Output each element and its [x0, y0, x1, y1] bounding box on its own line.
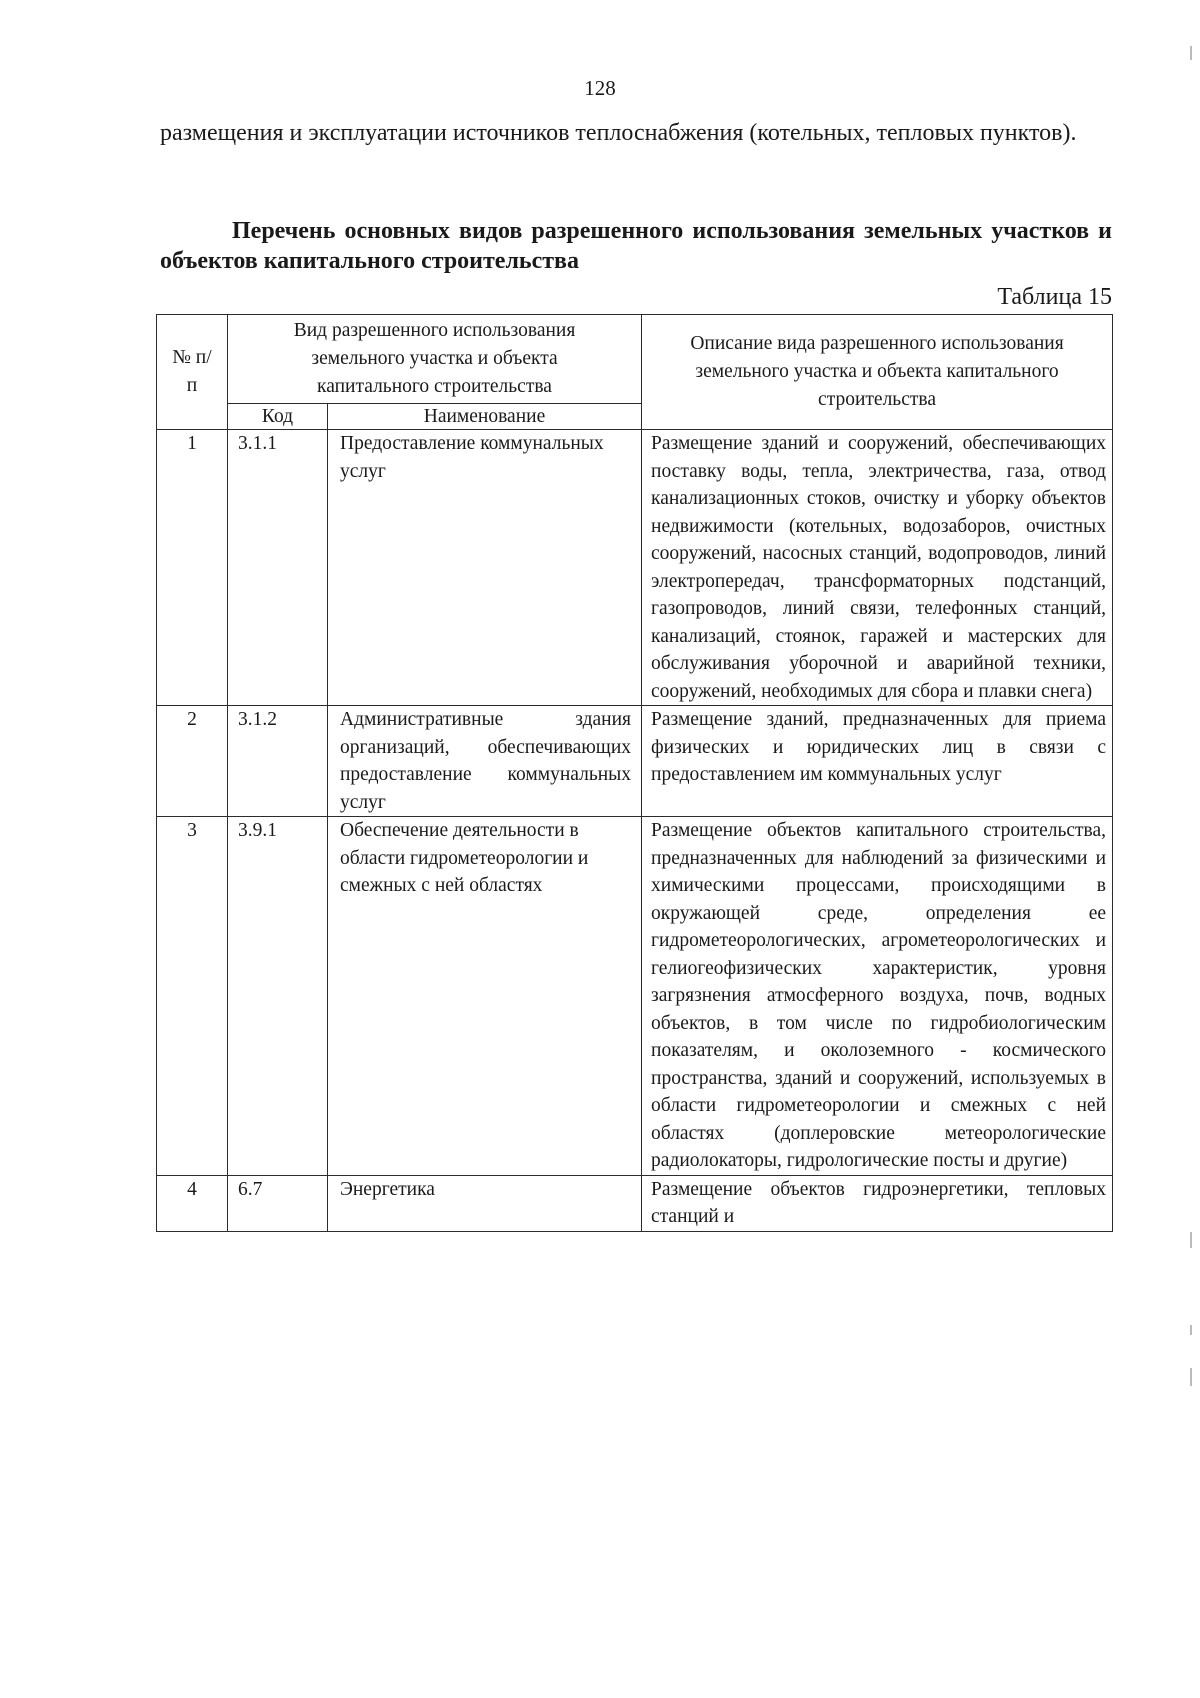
- row-description: Размещение объектов капитального строительства, предназначенных для наблюдений за физическими и химическими процессами, происходящими в окружающей среде, определения ее гидрометеорологических, агрометеорологических и гелиогеофизических характеристик, уровня загрязнения атмосферного воздуха, почв, водных объектов, в том числе по гидробиологическим показателям, и околоземного - космического пространства, зданий и сооружений, используемых в области гидрометеорологии и смежных с ней областях (доплеровские метеорологические радиолокаторы, гидрологические посты и другие): [642, 817, 1113, 1176]
- land-use-table: [156, 314, 1113, 1232]
- row-num: 4: [157, 1175, 228, 1231]
- scan-margin-mark: [1190, 46, 1192, 60]
- scan-margin-mark: [1190, 1325, 1192, 1335]
- row-code: 3.9.1: [228, 817, 328, 1176]
- header-num: № п/п: [157, 315, 228, 430]
- table-row: [157, 430, 1113, 706]
- scan-margin-mark: [1190, 1232, 1192, 1248]
- row-code: 3.1.1: [228, 430, 328, 706]
- row-description: Размещение зданий, предназначенных для приема физических и юридических лиц в связи с предоставлением им коммунальных услуг: [642, 706, 1113, 817]
- table-row: [157, 1175, 1113, 1231]
- table-label: Таблица 15: [997, 284, 1112, 310]
- row-name: Обеспечение деятельности в области гидрометеорологии и смежных с ней областях: [328, 817, 642, 1176]
- table-heading: Перечень основных видов разрешенного использования земельных участков и объектов капитального строительства: [160, 218, 1112, 274]
- intro-paragraph: размещения и эксплуатации источников теплоснабжения (котельных, тепловых пунктов).: [160, 120, 1077, 146]
- row-num: 2: [157, 706, 228, 817]
- table-row: [157, 817, 1113, 1176]
- page-number: 128: [584, 76, 616, 100]
- header-name: Наименование: [328, 404, 642, 430]
- row-code: 3.1.2: [228, 706, 328, 817]
- row-num: 3: [157, 817, 228, 1176]
- scan-margin-mark: [1190, 1368, 1192, 1386]
- row-name: Предоставление коммунальных услуг: [328, 430, 642, 706]
- header-code: Код: [228, 404, 328, 430]
- row-num: 1: [157, 430, 228, 706]
- header-description: Описание вида разрешенного использования земельного участка и объекта капитального строительства: [642, 315, 1113, 430]
- row-description: Размещение зданий и сооружений, обеспечивающих поставку воды, тепла, электричества, газа, отвод канализационных стоков, очистку и уборку объектов недвижимости (котельных, водозаборов, очистных сооружений, насосных станций, водопроводов, линий электропередач, трансформаторных подстанций, газопроводов, линий связи, телефонных станций, канализаций, стоянок, гаражей и мастерских для обслуживания уборочной и аварийной техники, сооружений, необходимых для сбора и плавки снега): [642, 430, 1113, 706]
- table-row: [157, 706, 1113, 817]
- row-name: Энергетика: [328, 1175, 642, 1231]
- row-name: Административные здания организаций, обеспечивающих предоставление коммунальных услуг: [328, 706, 642, 817]
- row-code: 6.7: [228, 1175, 328, 1231]
- row-description: Размещение объектов гидроэнергетики, тепловых станций и: [642, 1175, 1113, 1231]
- header-kind: Вид разрешенного использования земельного участка и объекта капитального строительства: [228, 315, 642, 404]
